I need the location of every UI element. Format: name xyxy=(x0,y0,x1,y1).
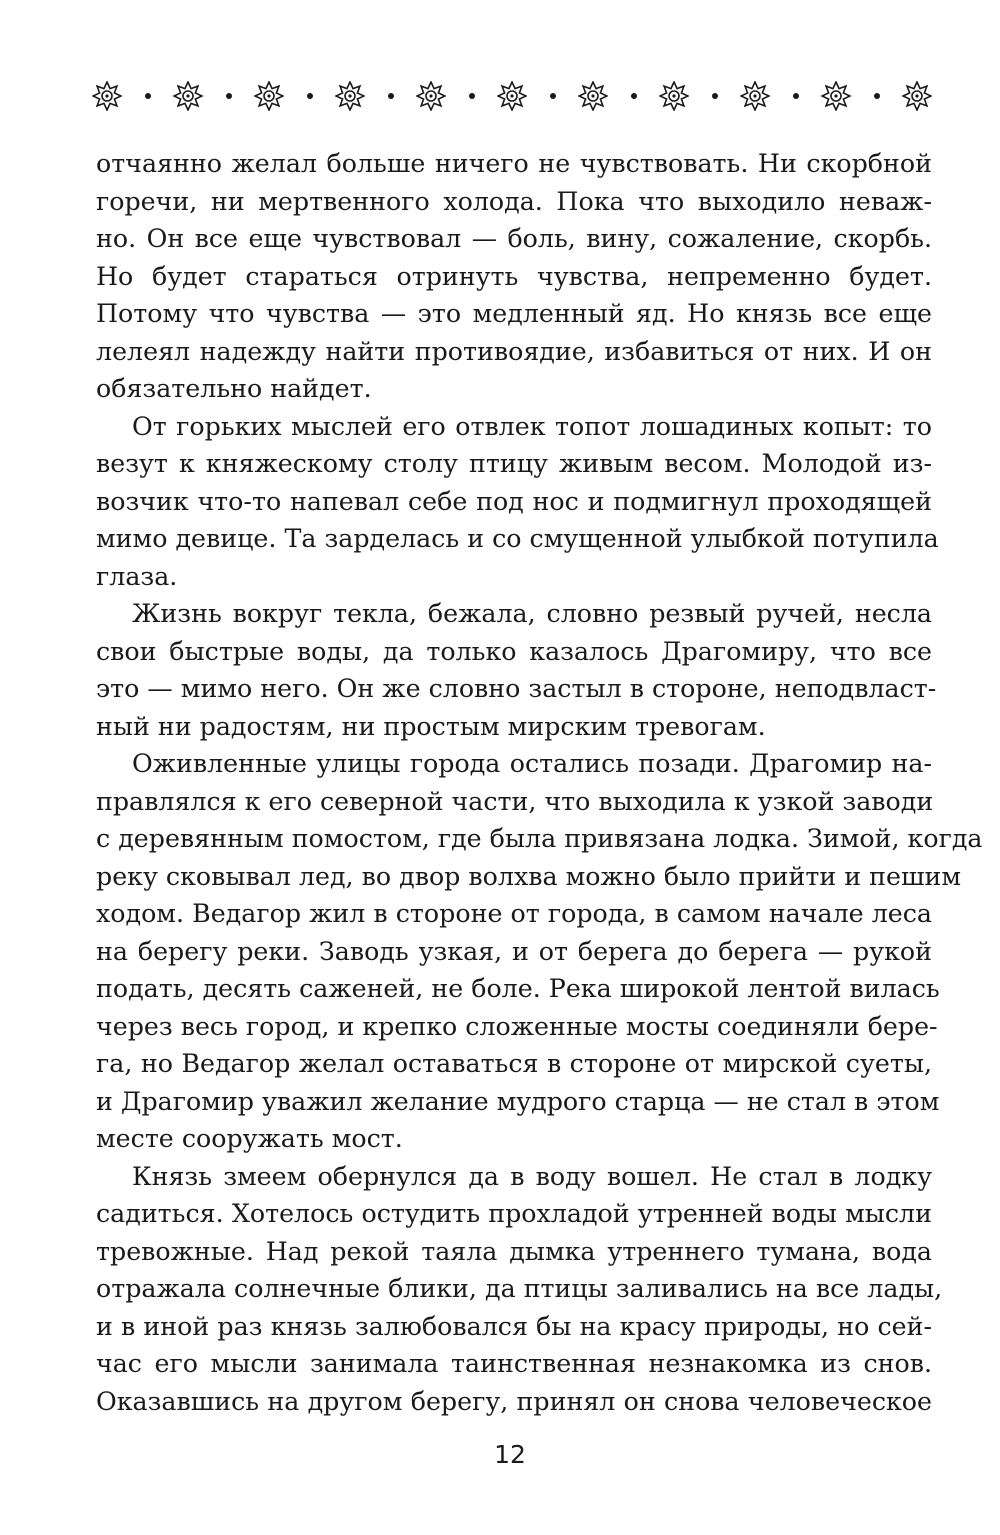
body-text xyxy=(96,145,983,1420)
text-line: отражала солнечные блики, да птицы заливались на все лады, xyxy=(96,1274,943,1303)
text-line: ходом. Ведагор жил в стороне от города, в самом начале леса xyxy=(96,899,932,928)
text-line: Князь змеем обернулся да в воду вошел. Не стал в лодку xyxy=(132,1161,932,1191)
text-line: через весь город, и крепко сложенные мосты соединяли бере- xyxy=(96,1011,938,1041)
star-flower-icon xyxy=(173,81,203,111)
star-flower-icon xyxy=(821,81,851,111)
star-flower-icon xyxy=(659,81,689,111)
text-line: Потому что чувства — это медленный яд. Но князь все еще xyxy=(96,299,932,328)
text-line: подать, десять саженей, не боле. Река широкой лентой вилась xyxy=(96,974,940,1003)
text-line: и Драгомир уважил желание мудрого старца — не стал в этом xyxy=(96,1086,940,1116)
text-line: Но будет стараться отринуть чувства, непременно будет. xyxy=(96,261,932,291)
text-line: горечи, ни мертвенного холода. Пока что выходило неваж- xyxy=(96,186,932,216)
text-line: Жизнь вокруг текла, бежала, словно резвый ручей, несла xyxy=(132,599,932,628)
star-flower-icon xyxy=(335,81,365,111)
ornament-dot xyxy=(712,93,718,99)
text-line: везут к княжескому столу птицу живым весом. Молодой из- xyxy=(96,449,932,478)
text-line: глаза. xyxy=(96,561,178,591)
text-line: реку сковывал лед, во двор волхва можно было прийти и пешим xyxy=(96,861,962,891)
text-line: отчаянно желал больше ничего не чувствовать. Ни скорбной xyxy=(96,149,932,178)
text-line: садиться. Хотелось остудить прохладой утренней воды мысли xyxy=(96,1199,932,1228)
star-flower-icon xyxy=(92,81,122,111)
ornament-dot xyxy=(469,93,475,99)
header-ornament xyxy=(92,76,932,116)
text-line: но. Он все еще чувствовал — боль, вину, сожаление, скорбь. xyxy=(96,224,932,253)
text-line: свои быстрые воды, да только казалось Драгомиру, что все xyxy=(96,636,932,666)
ornament-dot xyxy=(793,93,799,99)
star-flower-icon xyxy=(497,81,527,111)
text-line: и в иной раз князь залюбовался бы на красу природы, но сей- xyxy=(96,1311,932,1341)
text-line: обязательно найдет. xyxy=(96,374,372,403)
star-flower-icon xyxy=(416,81,446,111)
text-line: с деревянным помостом, где была привязана лодка. Зимой, когда xyxy=(96,824,983,853)
ornament-dot xyxy=(145,93,151,99)
text-line: мимо девице. Та зарделась и со смущенной улыбкой потупила xyxy=(96,524,939,553)
star-flower-icon xyxy=(578,81,608,111)
text-line: лелеял надежду найти противоядие, избавиться от них. И он xyxy=(96,336,932,366)
ornament-dot xyxy=(388,93,394,99)
ornament-dot xyxy=(226,93,232,99)
text-line: Оказавшись на другом берегу, принял он снова человеческое xyxy=(96,1386,932,1416)
text-line: месте сооружать мост. xyxy=(96,1124,403,1153)
text-line: на берегу реки. Заводь узкая, и от берега до берега — рукой xyxy=(96,936,932,966)
text-line: час его мысли занимала таинственная незнакомка из снов. xyxy=(96,1349,932,1378)
ornament-dot xyxy=(874,93,880,99)
text-line: Оживленные улицы города остались позади. Драгомир на- xyxy=(132,749,932,778)
text-line: От горьких мыслей его отвлек топот лошадиных копыт: то xyxy=(132,411,932,441)
text-line: это — мимо него. Он же словно застыл в стороне, неподвласт- xyxy=(96,674,937,703)
ornament-dot xyxy=(631,93,637,99)
text-line: тревожные. Над рекой таяла дымка утреннего тумана, вода xyxy=(96,1236,932,1266)
page-number: 12 xyxy=(494,1440,526,1469)
star-flower-icon xyxy=(902,81,932,111)
star-flower-icon xyxy=(740,81,770,111)
ornament-dot xyxy=(307,93,313,99)
ornament-dot xyxy=(550,93,556,99)
text-line: ный ни радостям, ни простым мирским тревогам. xyxy=(96,711,766,741)
star-flower-icon xyxy=(254,81,284,111)
text-line: га, но Ведагор желал оставаться в стороне от мирской суеты, xyxy=(96,1049,932,1078)
text-line: возчик что-то напевал себе под нос и подмигнул проходящей xyxy=(96,486,932,516)
text-line: правлялся к его северной части, что выходила к узкой заводи xyxy=(96,786,934,816)
